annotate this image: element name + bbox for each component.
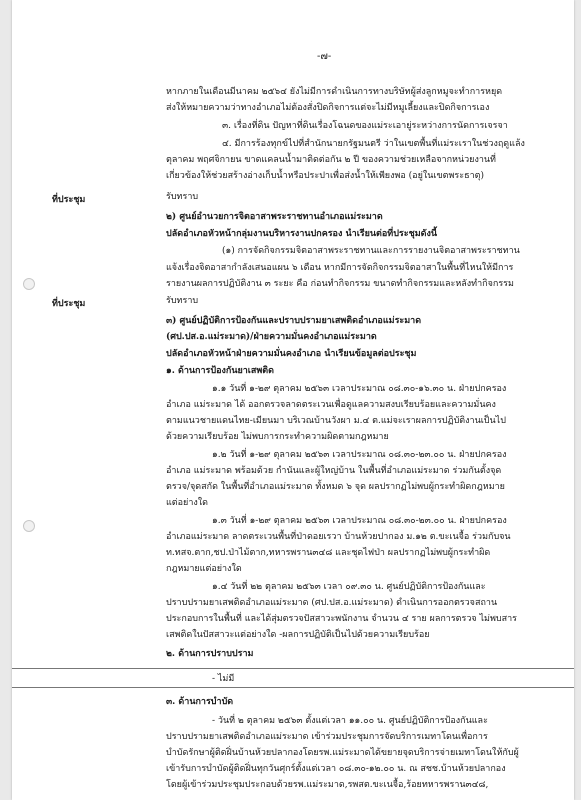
body-line: (๑) การจัดกิจกรรมจิตอาสาพระราชทานและการรายงานจิตอาสาพระราชทาน: [222, 246, 520, 256]
body-line: ตุลาคม พฤศจิกายน ขาดแคลนน้ำมาติดต่อกัน ๒ ปี ของความช่วยเหลือจากหน่วยงานที่: [166, 155, 496, 165]
body-line: - วันที่ ๒ ตุลาคม ๒๕๖๓ ตั้งแต่เวลา ๑๑.๐๐ น. ศูนย์ปฏิบัติการป้องกันและ: [212, 716, 488, 726]
page-crop-line: [12, 687, 574, 688]
page-crop-line: [12, 668, 574, 669]
meeting-label: ที่ประชุม: [52, 299, 86, 309]
section-subheading: ปลัดอำเภอหัวหน้ากลุ่มงานบริหารงานปกครอง นำเรียนต่อที่ประชุมดังนี้: [166, 229, 438, 239]
body-line: ๔. มีการร้องทุกข์ไปที่สำนักนายกรัฐมนตรี ว่าในเขตพื้นที่แม่ระเราในช่วงฤดูแล้ง: [222, 139, 525, 149]
body-line: ท.ทสจ.ตาก,ชป.ป่าไม้ตาก,ทหารพราน๓๔๘ และชุดไฟป่า ผลปรากฏไม่พบผู้กระทำผิด: [166, 548, 491, 558]
punch-hole: [23, 520, 35, 532]
section-subheading: ปลัดอำเภอหัวหน้าฝ่ายความมั่นคงอำเภอ นำเรียนข้อมูลต่อประชุม: [166, 349, 417, 359]
body-line: หากภายในเดือนมีนาคม ๒๕๖๔ ยังไม่มีการดำเนินการทางบริษัทผู้ส่งลูกหมูจะทำการหยุด: [166, 87, 503, 97]
body-line: เกี่ยวข้องให้ช่วยสร้างอ่างเก็บน้ำหรือประปาเพื่อส่งน้ำให้เพียงพอ (อยู่ในเขตพระธาตุ): [166, 171, 484, 181]
body-line: อำเภอ แม่ระมาด ได้ ออกตรวจลาดตระเวนเพื่อดูแลความสงบเรียบร้อยและความมั่นคง: [166, 400, 496, 410]
punch-hole: [23, 278, 35, 290]
body-line: ๑.๔ วันที่ ๒๒ ตุลาคม ๒๕๖๓ เวลา ๐๙.๓๐ น. ศูนย์ปฏิบัติการป้องกันและ: [212, 582, 486, 592]
body-line: ๑.๒ วันที่ ๑-๒๙ ตุลาคม ๒๕๖๓ เวลาประมาณ ๐๘.๓๐-๒๓.๐๐ น. ฝ่ายปกครอง: [212, 450, 507, 460]
body-line: ๓. เรื่องที่ดิน ปัญหาที่ดินเรื่องโฉนดของแม่ระเอายู่ระหว่างการนัดการเจรจา: [222, 121, 508, 131]
section-heading: ๓) ศูนย์ปฏิบัติการป้องกันและปราบปรามยาเสพติดอำเภอแม่ระมาด: [166, 316, 422, 326]
section-heading: ๒) ศูนย์อำนวยการจิตอาสาพระราชทานอำเภอแม่ระมาด: [166, 212, 383, 222]
document-page: [12, 0, 574, 800]
subsection-heading: ๓. ด้านการบำบัด: [166, 697, 234, 707]
body-line: โดยผู้เข้าร่วมประชุมประกอบด้วยรพ.แม่ระมาด,รพสต.ขะเนจื้อ,ร้อยทหารพราน๓๔๘,: [166, 780, 489, 790]
body-line: อำเภอแม่ระมาด ลาดตระเวนพื้นที่ป่าดอยเรวา บ้านห้วยปากอง ม.๑๒ ต.ขะเนจื้อ ร่วมกับจน: [166, 532, 511, 542]
body-line: เสพติดในปัสสาวะแต่อย่างใด -ผลการปฏิบัติเป็นไปด้วยความเรียบร้อย: [166, 630, 430, 640]
body-line: ปราบปรามยาเสพติดอำเภอแม่ระมาด (ศป.ปส.อ.แม่ระมาด) ดำเนินการออกตรวจสถาน: [166, 598, 498, 608]
body-line: ส่งให้หมายความว่าทางอำเภอไม่ต้องสั่งปิดกิจการแต่จะไม่มีหมูเลี้ยงและปิดกิจการเอง: [166, 103, 490, 113]
body-line: เข้ารับการบำบัดผู้ติดฝิ่นทุกวันศุกร์ตั้งแต่เวลา ๐๘.๓๐-๑๒.๐๐ น. ณ สชช.บ้านห้วยปลากอง: [166, 764, 506, 774]
body-line: แจ้งเรื่องจิตอาสากำลังเสนอแผน ๖ เดือน หากมีการจัดกิจกรรมจิตอาสาในพื้นที่ไหนให้มีการ: [166, 263, 514, 273]
subsection-heading: ๑. ด้านการป้องกันยาเสพติด: [166, 366, 274, 376]
subsection-heading: ๒. ด้านการปราบปราม: [166, 649, 254, 659]
body-line: กฎหมายแต่อย่างใด: [166, 564, 242, 574]
meeting-label: ที่ประชุม: [52, 195, 86, 205]
body-line: ๑.๑ วันที่ ๑-๒๙ ตุลาคม ๒๕๖๓ เวลาประมาณ ๐๘.๓๐-๑๖.๓๐ น. ฝ่ายปกครอง: [212, 384, 507, 394]
body-line: ๑.๓ วันที่ ๑-๒๙ ตุลาคม ๒๕๖๓ เวลาประมาณ ๐๘.๓๐-๒๓.๐๐ น. ฝ่ายปกครอง: [212, 516, 507, 526]
body-line: แต่อย่างใด: [166, 498, 209, 508]
acknowledged-text: รับทราบ: [166, 192, 199, 202]
body-line: ด้วยความเรียบร้อย ไม่พบการกระทำความผิดตามกฎหมาย: [166, 432, 389, 442]
acknowledged-text: รับทราบ: [166, 296, 199, 306]
section-heading: (ศป.ปส.อ.แม่ระมาด)/ฝ่ายความมั่นคงอำเภอแม่ระมาด: [166, 332, 377, 342]
body-line: ตรวจ/จุดสกัด ในพื้นที่อำเภอแม่ระมาด ทั้งหมด ๖ จุด ผลปรากฏไม่พบผู้กระทำผิดกฎหมาย: [166, 482, 505, 492]
page-number: -๗-: [317, 51, 332, 62]
body-line: ตามแนวชายแดนไทย-เมียนมา บริเวณบ้านวังผา ม.๔ ต.แม่จะเราผลการปฏิบัติงานเป็นไป: [166, 416, 506, 426]
body-line: - ไม่มี: [212, 674, 235, 684]
body-line: บำบัดรักษาผู้ติดฝิ่นบ้านห้วยปลากองโดยรพ.แม่ระมาดได้ขยายจุดบริการจ่ายเมทาโดนให้กับผู้: [166, 748, 519, 758]
body-line: อำเภอ แม่ระมาด พร้อมด้วย กำนันและผู้ใหญ่บ้าน ในพื้นที่อำเภอแม่ระมาด ร่วมกันตั้งจุด: [166, 466, 502, 476]
body-line: รายงานผลการปฏิบัติงาน ๓ ระยะ คือ ก่อนทำกิจกรรม ขนาดทำกิจกรรมและหลังทำกิจกรรม: [166, 279, 514, 289]
body-line: ปราบปรามยาเสพติดอำเภอแม่ระมาด เข้าร่วมประชุมการจัดบริการเมทาโดนเพื่อการ: [166, 732, 488, 742]
body-line: ประกอบการในพื้นที่ และได้สุ่มตรวจปัสสาวะพนักงาน จำนวน ๔ ราย ผลการตรวจ ไม่พบสาร: [166, 614, 518, 624]
